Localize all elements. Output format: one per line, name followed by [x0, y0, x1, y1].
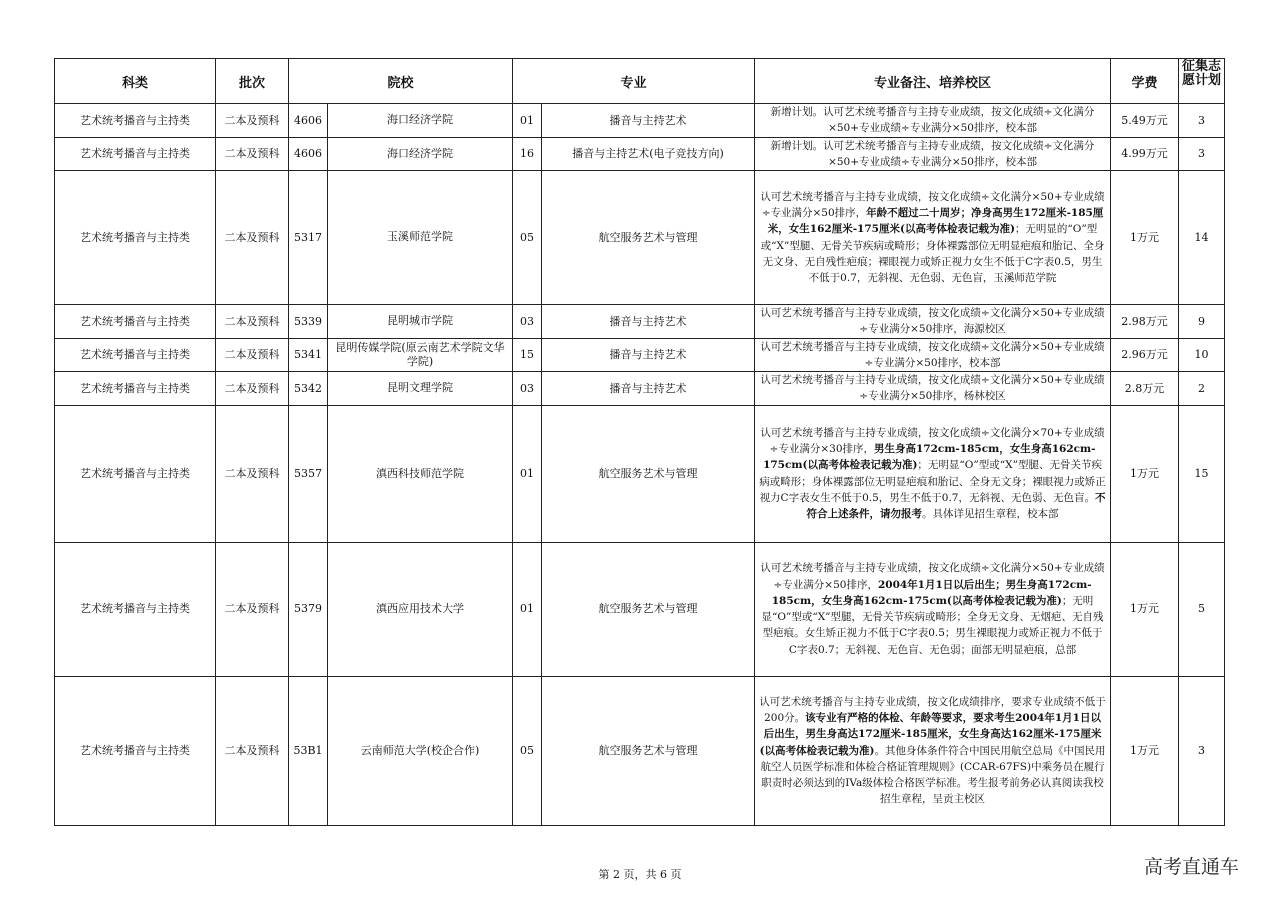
quota-cell: 15: [1179, 405, 1225, 542]
header-school: 院校: [289, 59, 513, 104]
major-code-cell: 05: [513, 171, 542, 305]
enrollment-table: [54, 58, 1225, 826]
quota-cell: 3: [1179, 676, 1225, 825]
fee-cell: 4.99万元: [1111, 137, 1179, 171]
category-cell: 艺术统考播音与主持类: [55, 405, 216, 542]
watermark-text: 高考直通车: [1144, 856, 1240, 878]
major-code-cell: 03: [513, 305, 542, 339]
major-code-cell: 15: [513, 338, 542, 372]
fee-cell: 1万元: [1111, 542, 1179, 676]
batch-cell: 二本及预科: [216, 338, 289, 372]
major-name-cell: 航空服务艺术与管理: [542, 171, 755, 305]
notes-cell: [755, 171, 1111, 305]
notes-cell: [755, 104, 1111, 138]
quota-cell: 14: [1179, 171, 1225, 305]
header-notes: 专业备注、培养校区: [755, 59, 1111, 104]
category-cell: 艺术统考播音与主持类: [55, 338, 216, 372]
category-cell: 艺术统考播音与主持类: [55, 542, 216, 676]
table-row: [55, 372, 1225, 406]
major-code-cell: 01: [513, 104, 542, 138]
major-name-cell: 播音与主持艺术: [542, 104, 755, 138]
notes-cell: [755, 405, 1111, 542]
table-row: [55, 338, 1225, 372]
note-segment: 认可艺术统考播音与主持专业成绩，按文化成绩÷文化满分×50+专业成绩÷专业满分×50排序，: [760, 190, 1105, 220]
school-code-cell: 4606: [289, 137, 328, 171]
quota-cell: 10: [1179, 338, 1225, 372]
batch-cell: 二本及预科: [216, 542, 289, 676]
school-code-cell: 5317: [289, 171, 328, 305]
notes-cell: [755, 372, 1111, 406]
major-code-cell: 01: [513, 542, 542, 676]
school-name-cell: 昆明城市学院: [328, 305, 513, 339]
header-quota: 征集志愿计划: [1179, 59, 1225, 104]
batch-cell: 二本及预科: [216, 171, 289, 305]
school-code-cell: 5379: [289, 542, 328, 676]
table-row: [55, 305, 1225, 339]
school-name-cell: 滇西科技师范学院: [328, 405, 513, 542]
fee-cell: 2.98万元: [1111, 305, 1179, 339]
school-name-cell: 海口经济学院: [328, 104, 513, 138]
category-cell: 艺术统考播音与主持类: [55, 676, 216, 825]
header-major: 专业: [513, 59, 755, 104]
table-row: [55, 676, 1225, 825]
school-code-cell: 5341: [289, 338, 328, 372]
batch-cell: 二本及预科: [216, 405, 289, 542]
note-segment: 认可艺术统考播音与主持专业成绩，按文化成绩÷文化满分×70+专业成绩÷专业满分×30排序，: [760, 426, 1105, 456]
note-segment: 。其他身体条件符合中国民用航空总局《中国民用航空人员医学标准和体检合格证管理规则》(CCAR-67FS)中乘务员在履行职责时必须达到的IVa级体检合格医学标准。考生报考前务必认真阅读我校招生章程，呈贡主校区: [760, 744, 1106, 806]
table-row: [55, 542, 1225, 676]
major-code-cell: 01: [513, 405, 542, 542]
note-segment: 新增计划。认可艺术统考播音与主持专业成绩，按文化成绩÷文化满分×50+专业成绩÷专业满分×50排序，校本部: [770, 106, 1095, 135]
fee-cell: 1万元: [1111, 171, 1179, 305]
note-segment: 不符合上述条件，请勿报考: [806, 491, 1106, 521]
batch-cell: 二本及预科: [216, 137, 289, 171]
category-cell: 艺术统考播音与主持类: [55, 104, 216, 138]
table-row: [55, 137, 1225, 171]
batch-cell: 二本及预科: [216, 372, 289, 406]
school-code-cell: 53B1: [289, 676, 328, 825]
note-segment: 男生身高172cm-185cm，女生身高162cm-175cm(以高考体检表记载为准): [763, 443, 1096, 472]
batch-cell: 二本及预科: [216, 676, 289, 825]
school-name-cell: 云南师范大学(校企合作): [328, 676, 513, 825]
note-segment: 认可艺术统考播音与主持专业成绩，按文化成绩÷文化满分×50+专业成绩÷专业满分×50排序，杨林校区: [760, 374, 1105, 403]
major-name-cell: 航空服务艺术与管理: [542, 542, 755, 676]
category-cell: 艺术统考播音与主持类: [55, 372, 216, 406]
table-row: [55, 405, 1225, 542]
school-code-cell: 5339: [289, 305, 328, 339]
major-code-cell: 03: [513, 372, 542, 406]
major-code-cell: 05: [513, 676, 542, 825]
header-fee: 学费: [1111, 59, 1179, 104]
quota-cell: 5: [1179, 542, 1225, 676]
notes-cell: [755, 542, 1111, 676]
school-code-cell: 5357: [289, 405, 328, 542]
note-segment: 认可艺术统考播音与主持专业成绩，按文化成绩排序，要求专业成绩不低于200分。: [759, 695, 1106, 724]
fee-cell: 2.8万元: [1111, 372, 1179, 406]
quota-cell: 2: [1179, 372, 1225, 406]
note-segment: 新增计划。认可艺术统考播音与主持专业成绩，按文化成绩÷文化满分×50+专业成绩÷专业满分×50排序，校本部: [770, 139, 1095, 168]
category-cell: 艺术统考播音与主持类: [55, 137, 216, 171]
fee-cell: 1万元: [1111, 405, 1179, 542]
major-name-cell: 航空服务艺术与管理: [542, 405, 755, 542]
table-row: [55, 104, 1225, 138]
note-segment: 该专业有严格的体检、年龄等要求，要求考生2004年1月1日以后出生，男生身高达172厘米-185厘米，女生身高达162厘米-175厘米(以高考体检表记载为准): [759, 711, 1102, 757]
page-number: 第 2 页，共 6 页: [598, 868, 682, 881]
header-row: [55, 59, 1225, 104]
school-code-cell: 4606: [289, 104, 328, 138]
major-name-cell: 航空服务艺术与管理: [542, 676, 755, 825]
major-name-cell: 播音与主持艺术: [542, 338, 755, 372]
note-segment: 认可艺术统考播音与主持专业成绩，按文化成绩÷文化满分×50+专业成绩÷专业满分×50排序，校本部: [760, 340, 1105, 369]
major-name-cell: 播音与主持艺术: [542, 372, 755, 406]
table-row: [55, 171, 1225, 305]
header-batch: 批次: [216, 59, 289, 104]
batch-cell: 二本及预科: [216, 104, 289, 138]
major-name-cell: 播音与主持艺术: [542, 305, 755, 339]
school-name-cell: 昆明文理学院: [328, 372, 513, 406]
quota-cell: 9: [1179, 305, 1225, 339]
note-segment: ；无明显“O”型或“X”型腿、无骨关节疾病或畸形；身体裸露部位无明显疤痕和胎记、全身无文身；裸眼视力或矫正视力C字表女生不低于0.5，男生不低于0.7，无斜视、无色弱、无色盲。: [759, 459, 1106, 504]
fee-cell: 2.96万元: [1111, 338, 1179, 372]
quota-cell: 3: [1179, 137, 1225, 171]
major-name-cell: 播音与主持艺术(电子竞技方向): [542, 137, 755, 171]
batch-cell: 二本及预科: [216, 305, 289, 339]
major-code-cell: 16: [513, 137, 542, 171]
notes-cell: [755, 338, 1111, 372]
fee-cell: 5.49万元: [1111, 104, 1179, 138]
category-cell: 艺术统考播音与主持类: [55, 171, 216, 305]
school-code-cell: 5342: [289, 372, 328, 406]
school-name-cell: 玉溪师范学院: [328, 171, 513, 305]
school-name-cell: 昆明传媒学院(原云南艺术学院文华学院): [328, 338, 513, 372]
school-name-cell: 海口经济学院: [328, 137, 513, 171]
note-segment: ；无明显“O”型或“X”型腿，无骨关节疾病或畸形；全身无文身、无烟疤、无自残型疤痕。女生矫正视力不低于C字表0.5；男生裸眼视力或矫正视力不低于C字表0.7；无斜视、无色盲、无色弱；面部无明显疤痕，总部: [761, 594, 1104, 656]
notes-cell: [755, 676, 1111, 825]
note-segment: 认可艺术统考播音与主持专业成绩，按文化成绩÷文化满分×50+专业成绩÷专业满分×50排序，: [760, 562, 1105, 591]
note-segment: 认可艺术统考播音与主持专业成绩，按文化成绩÷文化满分×50+专业成绩÷专业满分×50排序，海源校区: [760, 307, 1105, 336]
quota-cell: 3: [1179, 104, 1225, 138]
note-segment: 2004年1月1日以后出生；男生身高172cm-185cm，女生身高162cm-175cm(以高考体检表记载为准): [771, 578, 1092, 607]
note-segment: 。具体详见招生章程，校本部: [922, 508, 1059, 521]
notes-cell: [755, 137, 1111, 171]
school-name-cell: 滇西应用技术大学: [328, 542, 513, 676]
header-category: 科类: [55, 59, 216, 104]
note-segment: 年龄不超过二十周岁；净身高男生172厘米-185厘米，女生162厘米-175厘米(以高考体检表记载为准): [767, 207, 1104, 236]
fee-cell: 1万元: [1111, 676, 1179, 825]
notes-cell: [755, 305, 1111, 339]
note-segment: ；无明显的“O”型或“X”型腿、无骨关节疾病或畸形；身体裸露部位无明显疤痕和胎记、全身无文身、无自残性疤痕；裸眼视力或矫正视力女生不低于C字表0.5，男生不低于0.7，无斜视、无色弱、无色盲，玉溪师范学院: [760, 223, 1105, 285]
category-cell: 艺术统考播音与主持类: [55, 305, 216, 339]
